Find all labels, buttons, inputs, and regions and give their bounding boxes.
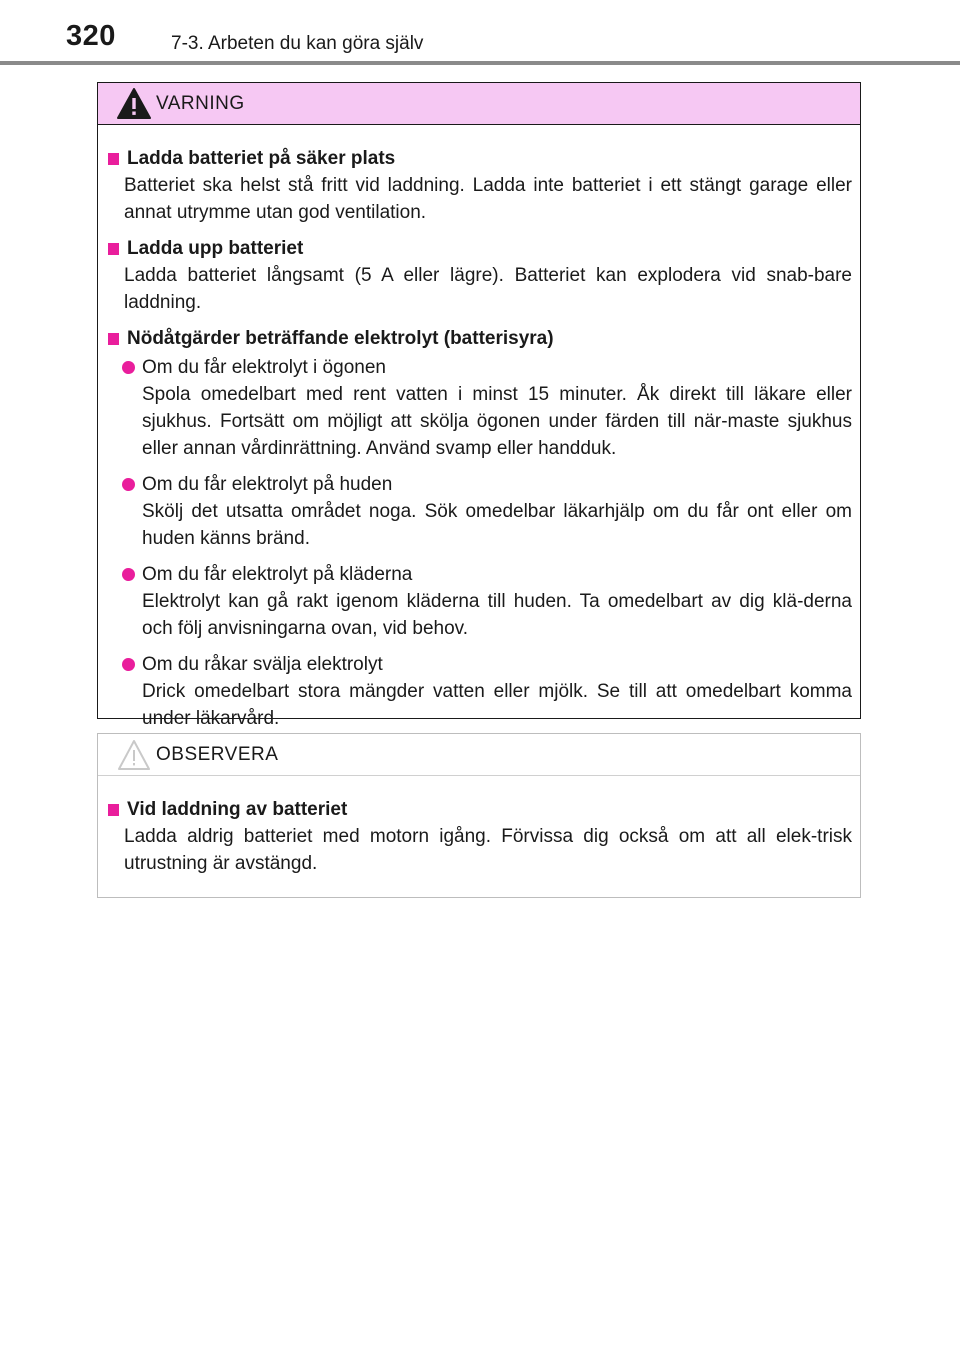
notice-label: OBSERVERA xyxy=(156,744,279,765)
list-item xyxy=(122,471,852,552)
bullet-text: Skölj det utsatta området noga. Sök omedelbar läkarhjälp om du får ont eller om huden känns bränd. xyxy=(142,501,852,549)
bullet-heading: Om du får elektrolyt på kläderna xyxy=(142,564,413,585)
warning-section xyxy=(106,145,852,226)
notice-body xyxy=(98,776,860,877)
notice-section xyxy=(106,796,852,877)
round-bullet-icon xyxy=(122,478,135,491)
warning-header xyxy=(98,83,860,125)
list-item xyxy=(122,561,852,642)
section-text: Ladda aldrig batteriet med motorn igång. Förvissa dig också om att all elek-trisk utrustning är avstängd. xyxy=(124,826,852,874)
notice-box xyxy=(97,733,861,898)
round-bullet-icon xyxy=(122,361,135,374)
round-bullet-icon xyxy=(122,658,135,671)
square-bullet-icon xyxy=(108,243,119,255)
header-divider xyxy=(0,61,960,65)
bullet-text: Drick omedelbart stora mängder vatten eller mjölk. Se till att omedelbart komma under läkarvård. xyxy=(142,681,852,729)
bullet-heading: Om du får elektrolyt på huden xyxy=(142,474,393,495)
section-title: Vid laddning av batteriet xyxy=(127,799,348,820)
square-bullet-icon xyxy=(108,804,119,816)
section-title: Nödåtgärder beträffande elektrolyt (batterisyra) xyxy=(127,328,554,349)
warning-section xyxy=(106,325,852,732)
list-item xyxy=(122,651,852,732)
bullet-heading: Om du får elektrolyt i ögonen xyxy=(142,357,386,378)
round-bullet-icon xyxy=(122,568,135,581)
square-bullet-icon xyxy=(108,153,119,165)
section-title: Ladda batteriet på säker plats xyxy=(127,148,396,169)
warning-label: VARNING xyxy=(156,93,245,114)
warning-box xyxy=(97,82,861,729)
bullet-text: Elektrolyt kan gå rakt igenom kläderna till huden. Ta omedelbart av dig klä-derna och följ anvisningarna ovan, vid behov. xyxy=(142,591,852,639)
section-text: Ladda batteriet långsamt (5 A eller lägre). Batteriet kan explodera vid snab-bare laddning. xyxy=(124,265,852,313)
section-title: Ladda upp batteriet xyxy=(127,238,304,259)
section-text: Batteriet ska helst stå fritt vid laddning. Ladda inte batteriet i ett stängt garage eller annat utrymme utan god ventilation. xyxy=(124,175,852,223)
bullet-heading: Om du råkar svälja elektrolyt xyxy=(142,654,383,675)
warning-body xyxy=(98,125,860,732)
list-item xyxy=(122,354,852,462)
chapter-title: 7-3. Arbeten du kan göra själv xyxy=(171,33,424,54)
notice-header xyxy=(98,734,860,776)
bullet-text: Spola omedelbart med rent vatten i minst 15 minuter. Åk direkt till läkare eller sjukhus. Fortsätt om möjligt att skölja ögonen under färden till när-maste sjukhus eller annan vårdinrättning. Använd svamp eller handduk. xyxy=(142,384,852,459)
warning-section xyxy=(106,235,852,316)
warning-triangle-filled-icon xyxy=(116,87,152,121)
caution-triangle-outline-icon xyxy=(116,738,152,772)
square-bullet-icon xyxy=(108,333,119,345)
page-number: 320 xyxy=(66,20,116,52)
page-header xyxy=(0,0,960,68)
